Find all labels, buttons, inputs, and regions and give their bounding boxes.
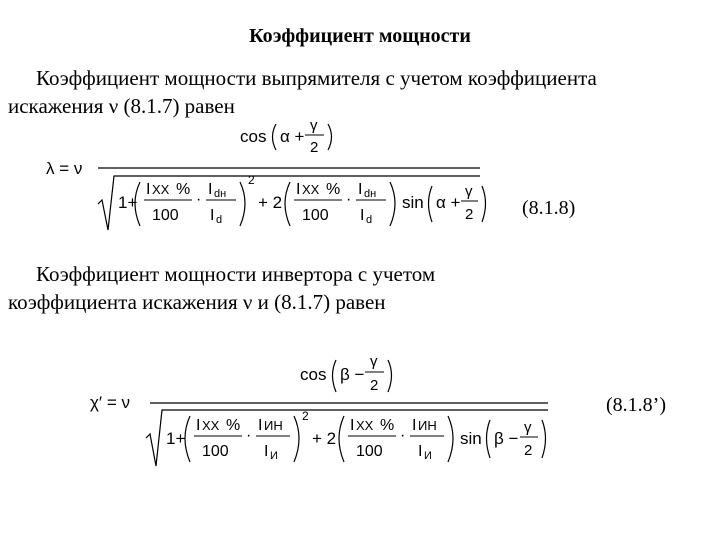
formula2-hundred-2: 100 <box>356 443 383 460</box>
formula2-ii-2: I <box>418 443 423 460</box>
formula2-plus-two: + 2 <box>312 429 337 448</box>
paragraph-rectifier-line1: Коэффициент мощности выпрямителя с учетом коэффициента <box>36 66 597 90</box>
formula1-two-sin: 2 <box>465 206 474 223</box>
formula2-ii: I <box>264 443 269 460</box>
formula1-hundred: 100 <box>152 207 179 224</box>
formula1-sin-paren-left <box>429 186 433 222</box>
formula-rectifier <box>40 112 490 237</box>
formula1-percent: % <box>176 181 191 198</box>
formula2-i-sub: И <box>270 450 278 462</box>
formula1-paren2-right <box>390 182 395 226</box>
formula2-lhs: χ′ = ν <box>90 393 130 412</box>
formula2-paren2-right <box>448 416 453 462</box>
formula1-alpha: α + <box>280 127 305 146</box>
formula2-in-sub-2: ИН <box>418 418 437 433</box>
formula1-ixx-2: I <box>296 181 301 198</box>
formula1-id-2: I <box>360 207 365 224</box>
formula1-lhs: λ = ν <box>46 159 83 178</box>
formula2-i-sub-2: И <box>424 450 432 462</box>
formula1-d-sub-2: d <box>366 214 373 226</box>
formula1-ixx: I <box>146 181 151 198</box>
formula1-two: 2 <box>310 139 319 156</box>
formula2-sin: sin <box>460 429 482 448</box>
formula2-xx-sub-2: XX <box>356 418 374 433</box>
formula1-cos: cos <box>240 127 267 146</box>
formula1-xx-sub-2: XX <box>302 182 320 197</box>
formula2-two-sin: 2 <box>524 442 533 459</box>
formula1-paren2-left <box>285 182 290 226</box>
formula1-sin: sin <box>402 193 424 212</box>
formula2-num-paren-right <box>388 360 392 392</box>
formula2-ixx: I <box>196 417 201 434</box>
formula2-percent: % <box>226 417 241 434</box>
paragraph-inverter-line2: коэффициента искажения ν и (8.1.7) равен <box>8 290 386 314</box>
formula2-ixx-2: I <box>350 417 355 434</box>
formula1-gamma: γ <box>310 117 318 134</box>
formula1-alpha-sin: α + <box>436 193 461 212</box>
formula1-power: 2 <box>248 173 255 187</box>
formula1-paren-right <box>240 182 245 226</box>
formula1-sin-paren-right <box>482 186 486 222</box>
formula1-d-sub: d <box>216 214 223 226</box>
formula1-hundred-2: 100 <box>302 207 329 224</box>
formula2-percent-2: % <box>380 417 395 434</box>
formula1-one-plus: 1+ <box>118 193 138 212</box>
formula1-idn: I <box>208 181 213 198</box>
formula1-num-paren-right <box>328 124 332 150</box>
formula1-id: I <box>210 207 215 224</box>
page-title: Коэффициент мощности <box>249 25 471 47</box>
formula2-paren-left <box>185 416 190 462</box>
formula2-sin-paren-left <box>487 420 491 458</box>
formula1-dot2: · <box>346 191 352 208</box>
formula2-gamma-sin: γ <box>524 419 532 436</box>
formula2-cos: cos <box>300 365 327 384</box>
paragraph-inverter <box>8 260 708 316</box>
formula2-paren2-left <box>339 416 344 462</box>
formula2-dot2: · <box>400 427 406 444</box>
formula2-power: 2 <box>302 409 309 423</box>
formula2-hundred: 100 <box>202 443 229 460</box>
formula2-xx-sub: XX <box>202 418 220 433</box>
formula1-num-paren-left <box>273 124 277 150</box>
formula2-iin: I <box>258 417 263 434</box>
formula1-dot1: · <box>196 191 202 208</box>
equation-number-2: (8.1.8’) <box>606 394 666 416</box>
formula1-idn-2: I <box>358 181 363 198</box>
paragraph-inverter-line1: Коэффициент мощности инвертора с учетом <box>36 262 436 286</box>
formula2-in-sub: ИН <box>264 418 283 433</box>
formula1-percent-2: % <box>326 181 341 198</box>
formula2-iin-2: I <box>412 417 417 434</box>
formula2-one-plus: 1+ <box>166 429 186 448</box>
formula2-sin-paren-right <box>542 420 546 458</box>
formula1-plus-two: + 2 <box>258 193 283 212</box>
formula2-paren-right <box>294 416 299 462</box>
formula1-gamma-sin: γ <box>465 183 473 200</box>
equation-number-1: (8.1.8) <box>522 197 576 219</box>
formula2-beta-sin: β − <box>494 429 519 448</box>
paragraph-rectifier-line2: искажения ν (8.1.7) равен <box>8 94 235 118</box>
formula2-gamma: γ <box>370 353 378 370</box>
formula2-beta: β − <box>340 365 365 384</box>
formula1-dn-sub-2: dн <box>364 188 377 200</box>
formula1-xx-sub: XX <box>152 182 170 197</box>
formula2-two: 2 <box>370 377 379 394</box>
formula-inverter <box>86 340 556 470</box>
formula2-dot1: · <box>246 427 252 444</box>
formula2-num-paren-left <box>333 360 337 392</box>
formula1-dn-sub: dн <box>214 188 227 200</box>
